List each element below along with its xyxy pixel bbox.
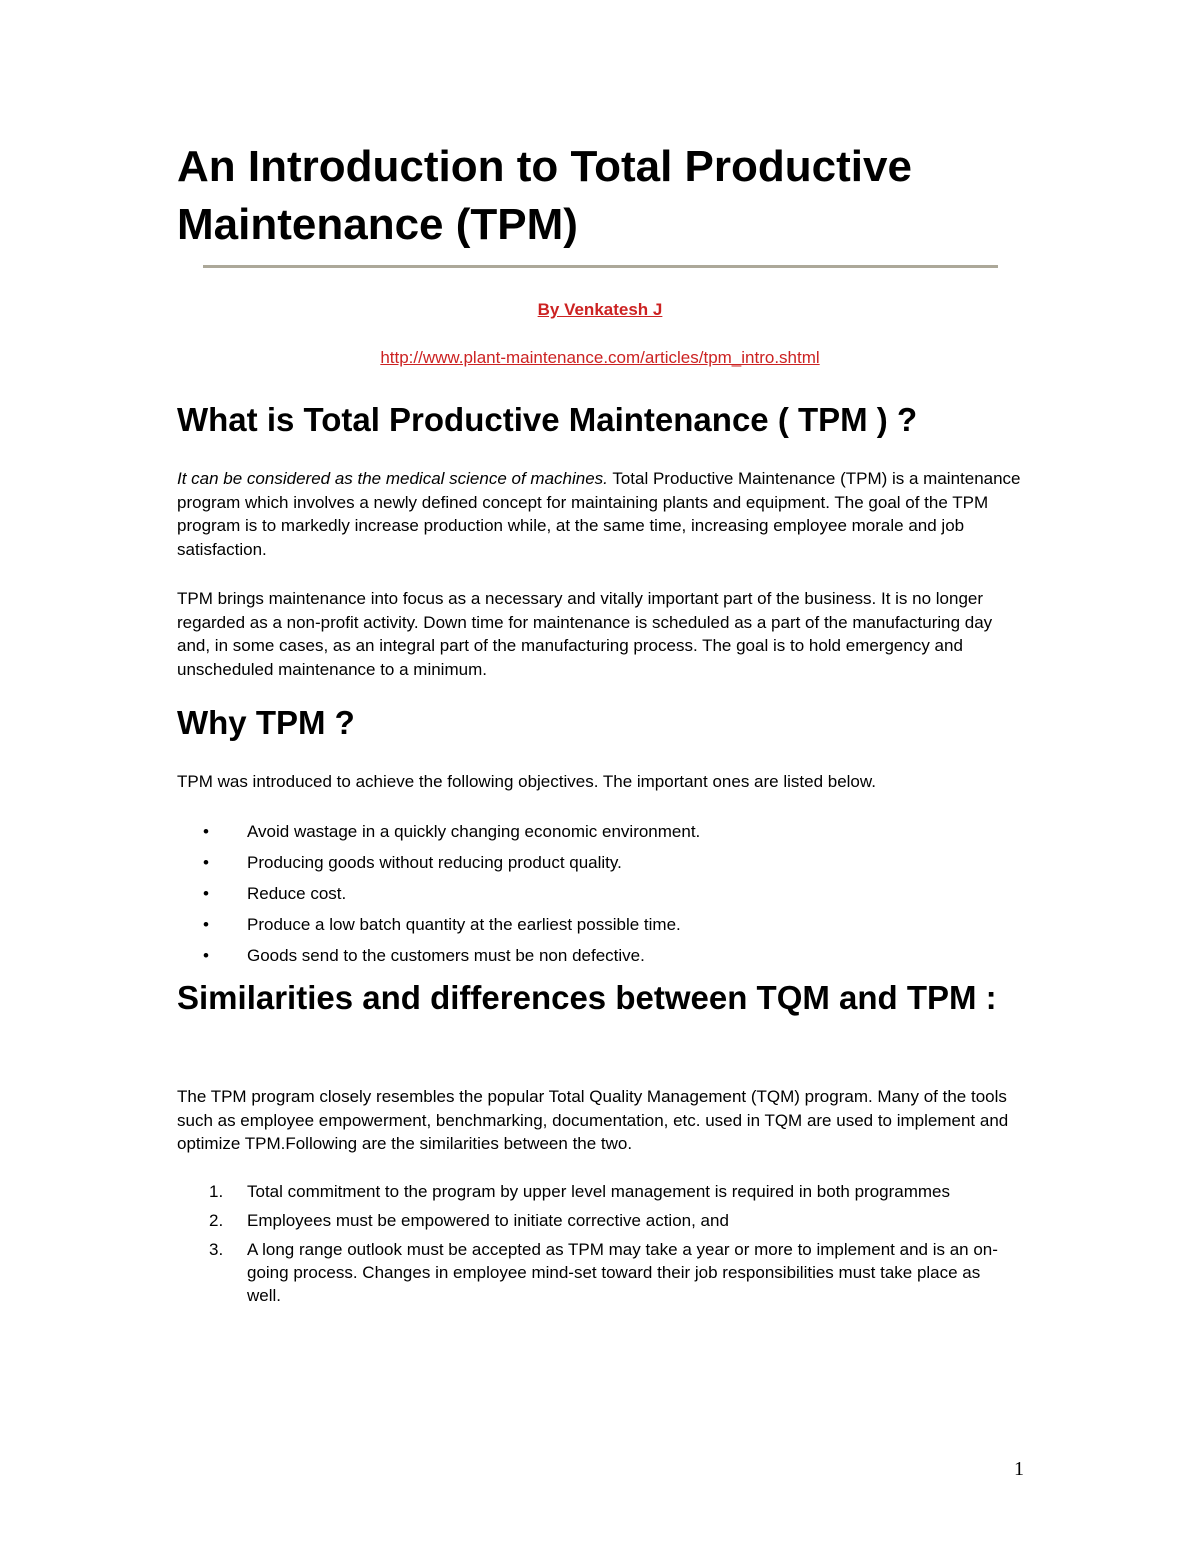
bullet-icon: •: [203, 822, 209, 841]
list-item-text: Goods send to the customers must be non defective.: [247, 946, 645, 965]
list-item-text: Reduce cost.: [247, 884, 347, 903]
list-item: [177, 913, 1023, 944]
list-item: [177, 882, 1023, 913]
paragraph-tqm-intro: The TPM program closely resembles the popular Total Quality Management (TQM) program. Many of the tools such as employee empowerment, benchmarking, documentation, etc. used in TQM are used to implement and optimize TPM.Following are the similarities between the two.: [177, 1087, 1009, 1153]
paragraph-emphasis: It can be considered as the medical science of machines.: [177, 469, 608, 488]
bullet-icon: •: [203, 946, 209, 965]
list-item-text: Avoid wastage in a quickly changing economic environment.: [247, 822, 701, 841]
list-number: 1.: [209, 1182, 224, 1201]
title-divider: [203, 265, 998, 268]
similarities-list: [177, 1180, 1023, 1313]
source-url-link[interactable]: http://www.plant-maintenance.com/articles/tpm_intro.shtml: [380, 348, 820, 367]
section-heading-what-is-tpm: What is Total Productive Maintenance ( TPM ) ?: [177, 401, 918, 438]
bullet-icon: •: [203, 915, 209, 934]
list-item: [177, 851, 1023, 882]
paragraph-tpm-definition: [177, 467, 1023, 561]
bullet-icon: •: [203, 884, 209, 903]
bullet-icon: •: [203, 853, 209, 872]
section-heading-why-tpm: Why TPM ?: [177, 704, 355, 741]
list-item-text: Total commitment to the program by upper level management is required in both programmes: [247, 1182, 951, 1201]
paragraph-text: Total Productive Maintenance (TPM) is a maintenance program which involves a newly defined concept for maintaining plants and equipment. The goal of the TPM program is to markedly increase production while, at the same time, increasing employee morale and job satisfaction.: [177, 469, 1021, 559]
list-item-text: A long range outlook must be accepted as TPM may take a year or more to implement and is an on-going process. Changes in employee mind-set toward their job responsibilities must take place as well.: [247, 1240, 998, 1305]
list-number: 3.: [209, 1240, 224, 1259]
list-item-text: Produce a low batch quantity at the earliest possible time.: [247, 915, 681, 934]
list-item: [177, 1209, 1007, 1232]
author-byline-link[interactable]: By Venkatesh J: [537, 300, 663, 319]
document-title: An Introduction to Total Productive Maintenance (TPM): [177, 142, 912, 249]
list-item-text: Producing goods without reducing product quality.: [247, 853, 622, 872]
paragraph-why-tpm-intro: TPM was introduced to achieve the following objectives. The important ones are listed below.: [177, 772, 876, 791]
list-item: [177, 1238, 1007, 1307]
list-number: 2.: [209, 1211, 224, 1230]
list-item-text: Employees must be empowered to initiate corrective action, and: [247, 1211, 729, 1230]
list-item: [177, 944, 1023, 975]
section-heading-tqm-vs-tpm: Similarities and differences between TQM and TPM :: [177, 979, 997, 1016]
list-item: [177, 1180, 1007, 1203]
objectives-list: [177, 820, 1023, 975]
paragraph-tpm-focus: TPM brings maintenance into focus as a necessary and vitally important part of the business. It is no longer regarded as a non-profit activity. Down time for maintenance is scheduled as a part of the manufacturing day and, in some cases, as an integral part of the manufacturing process. The goal is to hold emergency and unscheduled maintenance to a minimum.: [177, 589, 993, 679]
list-item: [177, 820, 1023, 851]
page-number: 1: [1014, 1458, 1024, 1480]
